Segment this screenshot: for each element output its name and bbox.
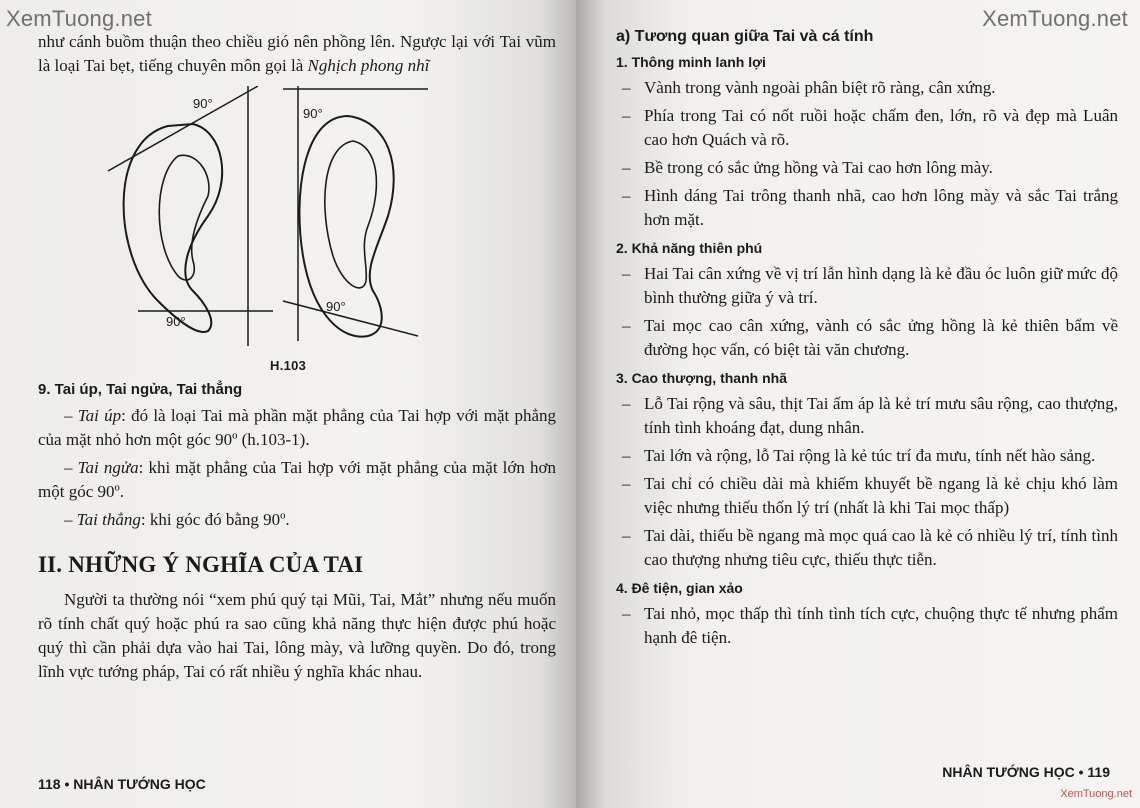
definition-tai-ngua: – Tai ngửa: khi mặt phẳng của Tai hợp với mặt phẳng của mặt lớn hơn một góc 90º. [38, 458, 556, 501]
list-item: – Lỗ Tai rộng và sâu, thịt Tai ấm áp là kẻ trí mưu sâu rộng, cao thượng, tính tình khoáng đạt, dung nhân. [616, 392, 1118, 440]
list-item: – Hình dáng Tai trông thanh nhã, cao hơn lông mày và sắc Tai trắng hơn mặt. [616, 184, 1118, 232]
watermark-right: XemTuong.net [982, 6, 1128, 31]
list-item: – Tai nhỏ, mọc thấp thì tính tình tích cực, chuộng thực tế nhưng phẩm hạnh đê tiện. [616, 602, 1118, 650]
group-list [616, 602, 1118, 650]
page-footer-left: 118 • NHÂN TƯỚNG HỌC [38, 776, 206, 792]
left-ear-outline [124, 124, 223, 332]
right-ear-bottom-line [283, 301, 418, 336]
list-item: – Vành trong vành ngoài phân biệt rõ ràng, cân xứng. [616, 76, 1118, 100]
list-item: – Bề trong có sắc ửng hồng và Tai cao hơn lông mày. [616, 156, 1118, 180]
major-heading: II. NHỮNG Ý NGHĨA CỦA TAI [38, 552, 364, 577]
subsection-heading: a) Tương quan giữa Tai và cá tính [616, 28, 874, 45]
group-3 [616, 370, 1118, 572]
list-item: – Tai dài, thiếu bề ngang mà mọc quá cao là kẻ có nhiều lý trí, tính tình cao thượng nhưng tiêu cực, thiếu thực tiễn. [616, 524, 1118, 572]
definition-tai-thang: – Tai thẳng: khi góc đó bằng 90º. [64, 510, 290, 529]
major-paragraph: Người ta thường nói “xem phú quý tại Mũi, Tai, Mắt” nhưng nếu muốn rõ tính chất quý hoặc phú ra sao cũng khả năng thực hiện được phú hoặc quý thì cần phải dựa vào hai Tai, lông mày, và lưỡng quyền. Do đó, trong lĩnh vực tướng pháp, Tai có rất nhiều ý nghĩa khác nhau. [38, 590, 556, 681]
figure-caption: H.103 [270, 358, 307, 373]
right-page [576, 0, 1140, 808]
page-footer-right: NHÂN TƯỚNG HỌC • 119 [942, 764, 1110, 780]
right-ear-outline [299, 116, 393, 337]
group-title: 1. Thông minh lanh lợi [616, 54, 766, 70]
group-4 [616, 580, 1118, 650]
list-item: – Phía trong Tai có nốt ruồi hoặc chấm đen, lớn, rõ và đẹp mà Luân cao hơn Quách và rõ. [616, 104, 1118, 152]
list-item: – Tai mọc cao cân xứng, vành có sắc ửng hồng là kẻ thiên bẩm về đường học vấn, có biệt tài văn chương. [616, 314, 1118, 362]
ear-diagram [98, 86, 478, 356]
angle-label: 90° [166, 314, 186, 329]
group-list [616, 76, 1118, 232]
definition-tai-up: – Tai úp: đó là loại Tai mà phần mặt phẳng của Tai hợp với mặt phẳng của mặt nhỏ hơn một góc 90º (h.103-1). [38, 406, 556, 449]
list-item: – Tai lớn và rộng, lỗ Tai rộng là kẻ túc trí đa mưu, tính nết hào sảng. [616, 444, 1118, 468]
left-ear-top-line [108, 86, 258, 171]
group-title: 3. Cao thượng, thanh nhã [616, 370, 787, 386]
intro-paragraph: như cánh buồm thuận theo chiều gió nên phồng lên. Ngược lại với Tai vũm là loại Tai bẹt, tiếng chuyên môn gọi là Nghịch phong nhĩ [38, 32, 556, 75]
group-1 [616, 54, 1118, 232]
angle-label: 90° [193, 96, 213, 111]
watermark-left: XemTuong.net [6, 6, 152, 31]
left-ear-inner [159, 155, 209, 280]
group-list [616, 262, 1118, 362]
list-item: – Hai Tai cân xứng về vị trí lẫn hình dạng là kẻ đầu óc luôn giữ mức độ bình thường giữa ý và trí. [616, 262, 1118, 310]
watermark-stamp: XemTuong.net [1060, 788, 1132, 800]
ear-figure [98, 86, 478, 356]
group-title: 4. Đê tiện, gian xảo [616, 580, 743, 596]
list-item: – Tai chỉ có chiều dài mà khiếm khuyết bề ngang là kẻ chịu khó làm việc nhưng thiếu thốn lý trí (nhất là khi Tai mọc thấp) [616, 472, 1118, 520]
group-list [616, 392, 1118, 572]
right-ear-inner [325, 141, 377, 288]
section-9-title: 9. Tai úp, Tai ngửa, Tai thẳng [38, 381, 243, 398]
group-title: 2. Khả năng thiên phú [616, 240, 763, 256]
group-2 [616, 240, 1118, 362]
angle-label: 90° [303, 106, 323, 121]
angle-label: 90° [326, 299, 346, 314]
